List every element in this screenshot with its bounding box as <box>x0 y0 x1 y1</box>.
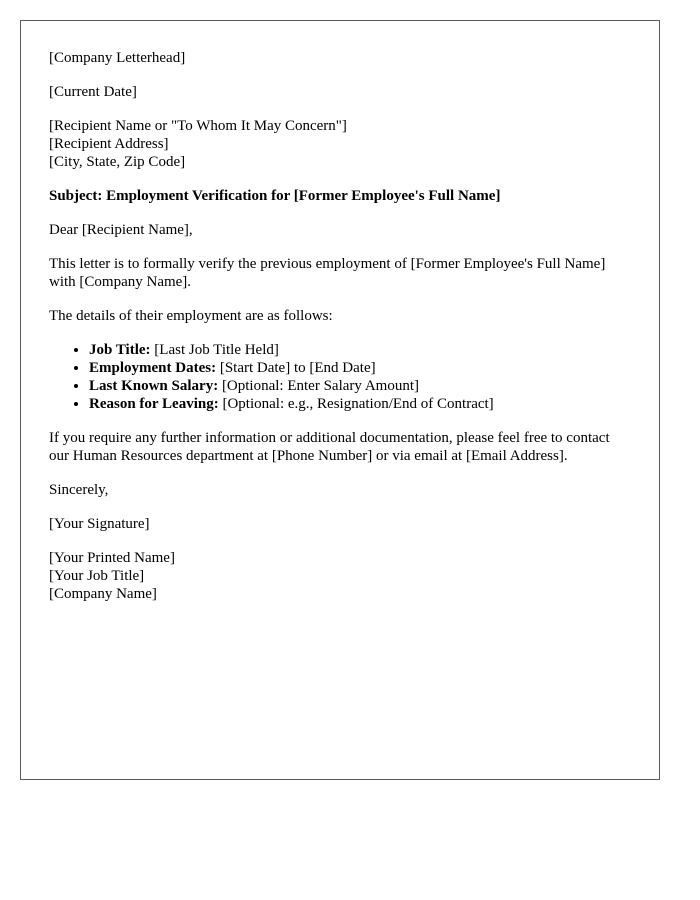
recipient-city-state-zip: [City, State, Zip Code] <box>49 154 186 170</box>
list-item <box>89 341 631 359</box>
details-intro: The details of their employment are as follows: <box>49 308 333 324</box>
list-item <box>89 395 631 413</box>
employment-details-list <box>49 341 631 413</box>
detail-label-reason-leaving: Reason for Leaving: <box>89 396 219 412</box>
detail-value-job-title: [Last Job Title Held] <box>150 342 279 358</box>
signer-company: [Company Name] <box>49 586 157 602</box>
sign-off: Sincerely, <box>49 482 109 498</box>
detail-value-last-salary: [Optional: Enter Salary Amount] <box>218 378 419 394</box>
signature: [Your Signature] <box>49 516 150 532</box>
intro-paragraph: This letter is to formally verify the previous employment of [Former Employee's Full Name] with [Company Name]. <box>49 256 606 290</box>
list-item <box>89 359 631 377</box>
closing-paragraph: If you require any further information or additional documentation, please feel free to contact our Human Resources department at [Phone Number] or via email at [Email Address]. <box>49 430 610 464</box>
signer-block <box>49 549 631 603</box>
recipient-address: [Recipient Address] <box>49 136 169 152</box>
detail-value-employment-dates: [Start Date] to [End Date] <box>216 360 376 376</box>
detail-label-last-salary: Last Known Salary: <box>89 378 219 394</box>
subject-line: Subject: Employment Verification for [Former Employee's Full Name] <box>49 188 501 204</box>
letter-date: [Current Date] <box>49 84 137 100</box>
letter-page <box>20 20 660 780</box>
recipient-name: [Recipient Name or "To Whom It May Concern"] <box>49 118 347 134</box>
salutation: Dear [Recipient Name], <box>49 222 193 238</box>
detail-value-reason-leaving: [Optional: e.g., Resignation/End of Contract] <box>218 396 494 412</box>
company-letterhead: [Company Letterhead] <box>49 50 186 66</box>
recipient-block <box>49 117 631 171</box>
detail-label-job-title: Job Title: <box>89 342 151 358</box>
signer-printed-name: [Your Printed Name] <box>49 550 175 566</box>
signer-job-title: [Your Job Title] <box>49 568 145 584</box>
list-item <box>89 377 631 395</box>
detail-label-employment-dates: Employment Dates: <box>89 360 217 376</box>
